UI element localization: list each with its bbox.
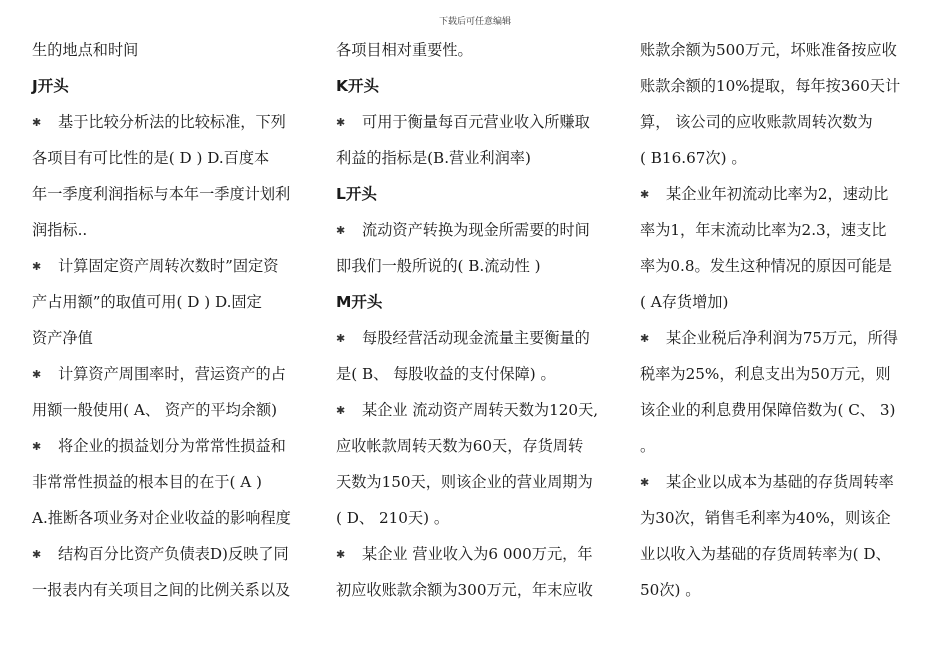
text-line xyxy=(32,212,314,248)
text-line xyxy=(336,212,618,248)
bullet-star-icon: ✱ xyxy=(336,548,346,561)
line-text: 率为1，年末流动比率为2.3，速支比 xyxy=(640,221,887,239)
line-text: 某企业 营业收入为6 000万元，年 xyxy=(362,545,593,563)
line-text: 产占用额”的取值可用( D ) D.固定 xyxy=(32,293,262,311)
text-line xyxy=(640,104,922,140)
line-text: 一报表内有关项目之间的比例关系以及 xyxy=(32,581,291,599)
bullet-star-icon: ✱ xyxy=(336,404,346,417)
bullet-star-icon: ✱ xyxy=(32,116,42,129)
text-line xyxy=(336,536,618,572)
line-text: 各项目相对重要性。 xyxy=(336,41,473,59)
text-line xyxy=(32,428,314,464)
column-3 xyxy=(640,32,922,608)
text-line xyxy=(336,320,618,356)
bullet-star-icon: ✱ xyxy=(336,332,346,345)
line-text: ( B16.67次) 。 xyxy=(640,149,747,167)
line-text: 是( B、 每股收益的支付保障) 。 xyxy=(336,365,556,383)
text-line xyxy=(336,500,618,536)
text-line xyxy=(336,464,618,500)
bullet-star-icon: ✱ xyxy=(32,368,42,381)
bullet-star-icon: ✱ xyxy=(336,224,346,237)
bullet-star-icon: ✱ xyxy=(640,188,650,201)
page-header: 下载后可任意编辑 xyxy=(438,17,511,27)
line-text: ( D、 210天) 。 xyxy=(336,509,450,527)
text-line xyxy=(32,32,314,68)
section-heading xyxy=(336,176,618,212)
line-text: 率为0.8。发生这种情况的原因可能是 xyxy=(640,257,892,275)
text-line xyxy=(32,356,314,392)
line-text: L开头 xyxy=(336,185,377,203)
bullet-star-icon: ✱ xyxy=(640,332,650,345)
line-text: 。 xyxy=(640,437,656,455)
text-line xyxy=(640,536,922,572)
line-text: 天数为150天，则该企业的营业周期为 xyxy=(336,473,593,491)
text-line xyxy=(640,392,922,428)
line-text: 算， 该公司的应收账款周转次数为 xyxy=(640,113,873,131)
line-text: 结构百分比资产负债表D)反映了同 xyxy=(58,545,289,563)
text-line xyxy=(32,572,314,608)
line-text: 某企业年初流动比率为2，速动比 xyxy=(666,185,889,203)
text-line xyxy=(32,536,314,572)
text-line xyxy=(336,356,618,392)
text-line xyxy=(640,500,922,536)
text-line xyxy=(32,248,314,284)
line-text: 账款余额为500万元，坏账准备按应收 xyxy=(640,41,897,59)
text-line xyxy=(336,392,618,428)
text-line xyxy=(32,104,314,140)
line-text: J开头 xyxy=(32,77,69,95)
line-text: 年一季度利润指标与本年一季度计划利 xyxy=(32,185,291,203)
text-line xyxy=(640,248,922,284)
text-line xyxy=(336,248,618,284)
line-text: 计算资产周围率时，营运资产的占 xyxy=(58,365,286,383)
text-line xyxy=(640,428,922,464)
text-line xyxy=(640,32,922,68)
text-line xyxy=(32,500,314,536)
line-text: 初应收账款余额为300万元，年末应收 xyxy=(336,581,593,599)
line-text: 税率为25%，利息支出为50万元，则 xyxy=(640,365,891,383)
text-line xyxy=(640,140,922,176)
line-text: 用额一般使用( A、 资产的平均余额) xyxy=(32,401,278,419)
line-text: 资产净值 xyxy=(32,329,93,347)
section-heading xyxy=(336,284,618,320)
section-heading xyxy=(336,68,618,104)
text-line xyxy=(640,320,922,356)
line-text: 可用于衡量每百元营业收入所赚取 xyxy=(362,113,590,131)
text-line xyxy=(640,68,922,104)
bullet-star-icon: ✱ xyxy=(336,116,346,129)
column-1 xyxy=(32,32,314,608)
line-text: 为30次，销售毛利率为40%，则该企 xyxy=(640,509,891,527)
line-text: 非常常性损益的根本目的在于( A ) xyxy=(32,473,262,491)
text-line xyxy=(336,140,618,176)
text-line xyxy=(640,356,922,392)
text-line xyxy=(32,392,314,428)
text-line xyxy=(640,572,922,608)
line-text: 即我们一般所说的( B.流动性 ) xyxy=(336,257,541,275)
text-line xyxy=(32,320,314,356)
bullet-star-icon: ✱ xyxy=(32,440,42,453)
text-line xyxy=(32,464,314,500)
text-line xyxy=(640,284,922,320)
line-text: 流动资产转换为现金所需要的时间 xyxy=(362,221,590,239)
text-line xyxy=(336,104,618,140)
text-line xyxy=(336,572,618,608)
line-text: 50次) 。 xyxy=(640,581,701,599)
column-2 xyxy=(336,32,618,608)
bullet-star-icon: ✱ xyxy=(32,260,42,273)
line-text: 基于比较分析法的比较标准，下列 xyxy=(58,113,286,131)
line-text: A.推断各项业务对企业收益的影响程度 xyxy=(32,509,291,527)
line-text: 利益的指标是(B.营业利润率) xyxy=(336,149,531,167)
line-text: 生的地点和时间 xyxy=(32,41,139,59)
line-text: 某企业以成本为基础的存货周转率 xyxy=(666,473,894,491)
line-text: 润指标.. xyxy=(32,221,88,239)
line-text: 业以收入为基础的存货周转率为( D、 xyxy=(640,545,891,563)
text-line xyxy=(640,464,922,500)
text-line xyxy=(32,284,314,320)
line-text: 该企业的利息费用保障倍数为( C、 3) xyxy=(640,401,896,419)
bullet-star-icon: ✱ xyxy=(640,476,650,489)
line-text: ( A存货增加) xyxy=(640,293,729,311)
line-text: K开头 xyxy=(336,77,380,95)
line-text: 应收帐款周转天数为60天，存货周转 xyxy=(336,437,584,455)
text-line xyxy=(32,140,314,176)
text-line xyxy=(640,176,922,212)
text-line xyxy=(336,32,618,68)
bullet-star-icon: ✱ xyxy=(32,548,42,561)
line-text: 某企业税后净利润为75万元，所得 xyxy=(666,329,898,347)
line-text: 每股经营活动现金流量主要衡量的 xyxy=(362,329,590,347)
line-text: 账款余额的10%提取，每年按360天计 xyxy=(640,77,901,95)
section-heading xyxy=(32,68,314,104)
text-line xyxy=(640,212,922,248)
line-text: M开头 xyxy=(336,293,383,311)
line-text: 各项目有可比性的是( D ) D.百度本 xyxy=(32,149,270,167)
line-text: 将企业的损益划分为常常性损益和 xyxy=(58,437,286,455)
text-line xyxy=(32,176,314,212)
text-line xyxy=(336,428,618,464)
line-text: 计算固定资产周转次数时”固定资 xyxy=(58,257,279,275)
line-text: 某企业 流动资产周转天数为120天, xyxy=(362,401,599,419)
